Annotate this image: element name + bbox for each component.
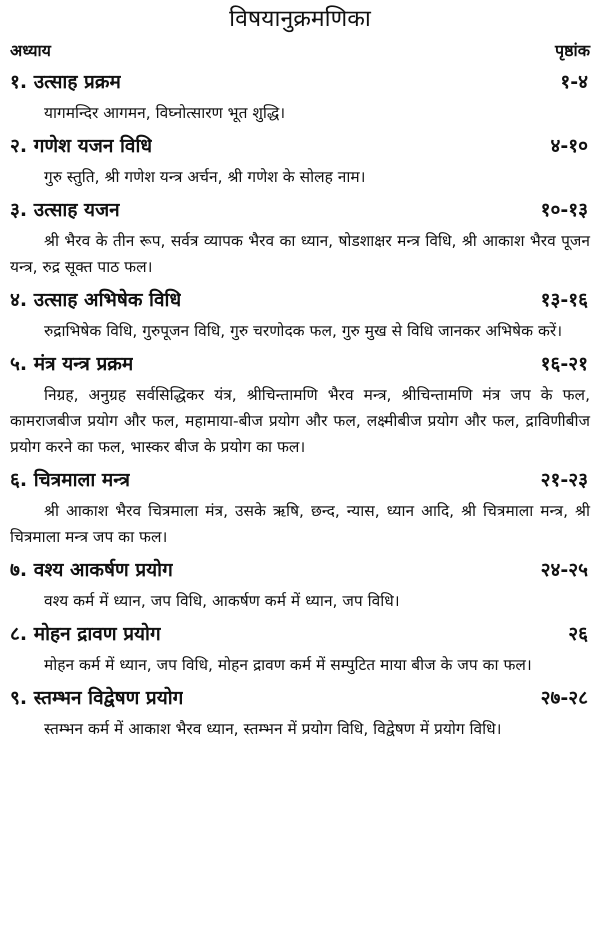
entry-number: ४. xyxy=(10,289,28,311)
entry-heading xyxy=(10,618,590,650)
entry-title-text: मोहन द्रावण प्रयोग xyxy=(33,623,161,645)
entry-description: रुद्राभिषेक विधि, गुरुपूजन विधि, गुरु चरणोदक फल, गुरु मुख से विधि जानकर अभिषेक करें। xyxy=(44,322,563,340)
entry-number: ५. xyxy=(10,353,28,375)
toc-entry xyxy=(10,194,590,280)
entry-heading xyxy=(10,348,590,380)
entry-title xyxy=(10,348,133,380)
entry-list xyxy=(10,66,590,742)
entry-description: मोहन कर्म में ध्यान, जप विधि, मोहन द्रावण कर्म में सम्पुटित माया बीज के जप का फल। xyxy=(44,656,532,674)
entry-number: ९. xyxy=(10,687,28,709)
entry-title xyxy=(10,194,120,226)
entry-description: श्री आकाश भैरव चित्रमाला मंत्र, उसके ऋषि, छन्द, न्यास, ध्यान आदि, श्री चित्रमाला मन्त्र, श्री चित्रमाला मन्त्र जप का फल। xyxy=(10,502,590,546)
entry-title-text: स्तम्भन विद्वेषण प्रयोग xyxy=(33,687,184,709)
entry-pages: २१-२३ xyxy=(540,469,588,491)
entry-number: २. xyxy=(10,135,28,157)
entry-title-text: उत्साह अभिषेक विधि xyxy=(33,289,182,311)
entry-pages: २७-२८ xyxy=(540,687,588,709)
entry-title-text: गणेश यजन विधि xyxy=(33,135,153,157)
entry-number: ६. xyxy=(10,469,28,491)
entry-pages: १३-१६ xyxy=(540,289,588,311)
entry-description: निग्रह, अनुग्रह सर्वसिद्धिकर यंत्र, श्रीचिन्तामणि भैरव मन्त्र, श्रीचिन्तामणि मंत्र जप के फल, कामराजबीज प्रयोग और फल, महामाया-बीज प्रयोग और फल, लक्ष्मीबीज प्रयोग और फल, द्राविणीबीज प्रयोग करने का फल, भास्कर बीज के प्रयोग का फल। xyxy=(10,386,590,456)
entry-title xyxy=(10,682,183,714)
toc-entry xyxy=(10,284,590,344)
entry-title xyxy=(10,130,152,162)
entry-description: श्री भैरव के तीन रूप, सर्वत्र व्यापक भैरव का ध्यान, षोडशाक्षर मन्त्र विधि, श्री आकाश भैरव पूजन यन्त्र, रुद्र सूक्त पाठ फल। xyxy=(10,232,590,276)
entry-description: यागमन्दिर आगमन, विघ्नोत्सारण भूत शुद्धि। xyxy=(44,104,286,122)
entry-description: स्तम्भन कर्म में आकाश भैरव ध्यान, स्तम्भन में प्रयोग विधि, विद्वेषण में प्रयोग विधि। xyxy=(44,720,502,738)
entry-heading xyxy=(10,66,590,98)
entry-pages: २४-२५ xyxy=(540,559,588,581)
toc-entry xyxy=(10,130,590,190)
entry-title xyxy=(10,554,173,586)
entry-number: १. xyxy=(10,71,28,93)
page-title: विषयानुक्रमणिका xyxy=(229,6,371,32)
entry-pages: १-४ xyxy=(560,71,588,93)
entry-number: ८. xyxy=(10,623,28,645)
entry-title xyxy=(10,618,161,650)
entry-title xyxy=(10,66,121,98)
entry-title-text: वश्य आकर्षण प्रयोग xyxy=(33,559,173,581)
entry-description: गुरु स्तुति, श्री गणेश यन्त्र अर्चन, श्री गणेश के सोलह नाम। xyxy=(44,168,366,186)
entry-heading xyxy=(10,464,590,496)
entry-title xyxy=(10,284,181,316)
entry-title-text: उत्साह यजन xyxy=(33,199,120,221)
entry-heading xyxy=(10,194,590,226)
toc-entry xyxy=(10,464,590,550)
entry-pages: २६ xyxy=(568,623,588,645)
entry-title-text: उत्साह प्रक्रम xyxy=(33,71,121,93)
entry-heading xyxy=(10,554,590,586)
column-header-pages: पृष्ठांक xyxy=(555,41,590,60)
entry-heading xyxy=(10,130,590,162)
toc-entry xyxy=(10,66,590,126)
column-headers xyxy=(10,36,590,66)
entry-heading xyxy=(10,284,590,316)
entry-title xyxy=(10,464,130,496)
toc-entry xyxy=(10,348,590,460)
entry-title-text: चित्रमाला मन्त्र xyxy=(33,469,130,491)
toc-entry xyxy=(10,682,590,742)
toc-entry xyxy=(10,618,590,678)
entry-pages: ४-१० xyxy=(550,135,588,157)
entry-number: ७. xyxy=(10,559,28,581)
entry-title-text: मंत्र यन्त्र प्रक्रम xyxy=(33,353,134,375)
entry-number: ३. xyxy=(10,199,28,221)
column-header-chapter: अध्याय xyxy=(10,41,51,60)
entry-pages: १०-१३ xyxy=(540,199,588,221)
entry-heading xyxy=(10,682,590,714)
entry-description: वश्य कर्म में ध्यान, जप विधि, आकर्षण कर्म में ध्यान, जप विधि। xyxy=(44,592,400,610)
entry-pages: १६-२१ xyxy=(540,353,588,375)
toc-entry xyxy=(10,554,590,614)
